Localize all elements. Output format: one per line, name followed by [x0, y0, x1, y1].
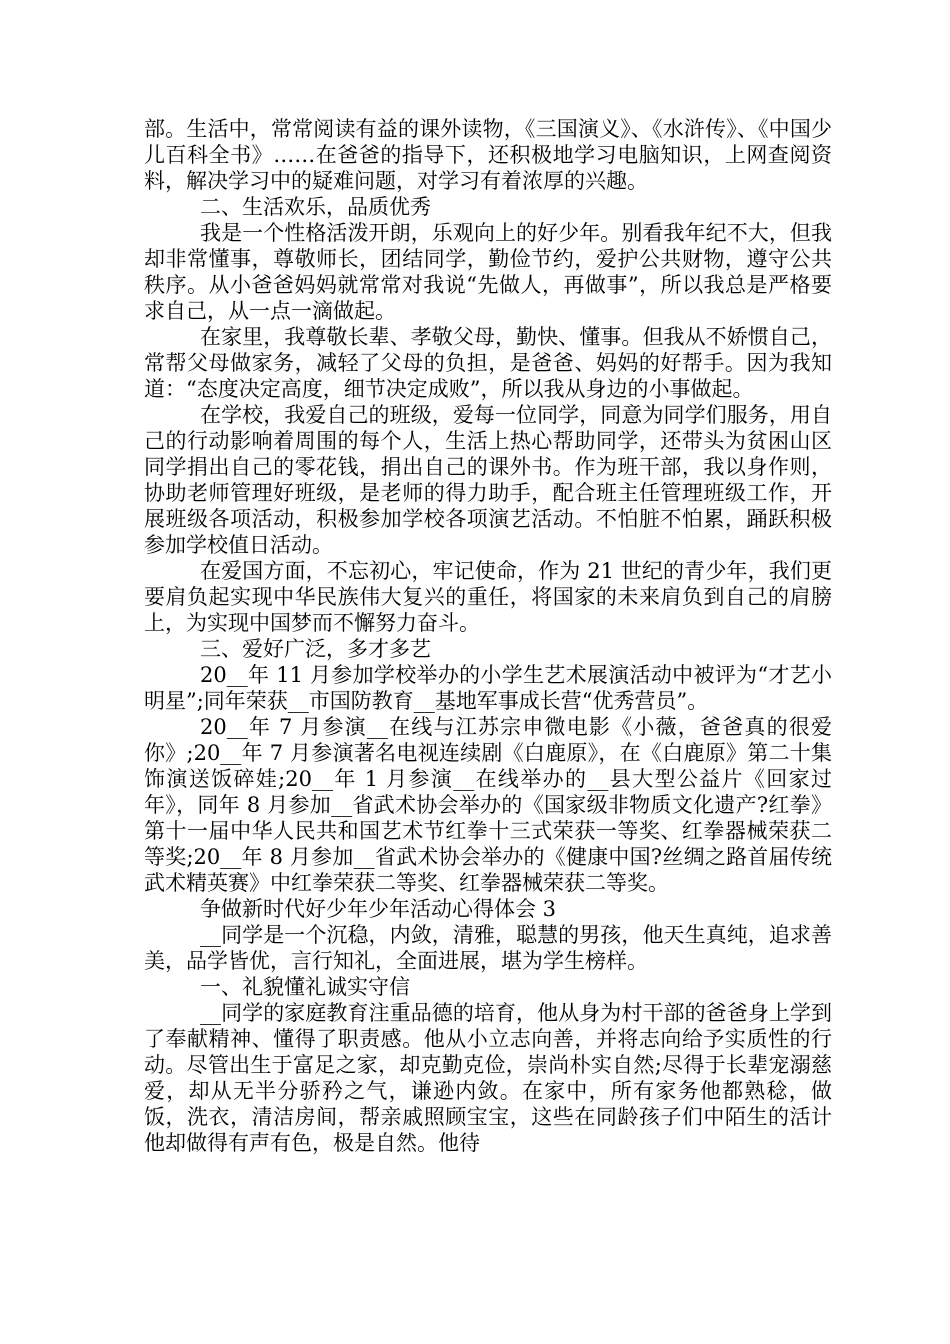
paragraph: 20__年 7 月参演__在线与江苏宗申微电影《小薇，爸爸真的很爱你》;20__年 7 月参演著名电视连续剧《白鹿原》，在《白鹿原》第二十集饰演送饭碎娃;20__年 1 月参演__在线举办的__县大型公益片《回家过年》，同年 8 月参加__省武术协会举办的《国家级非物质文化遗产?红拳》第十一届中华人民共和国艺术节红拳十三式荣获一等奖、红拳器械荣获二等奖;20__年 8 月参加__省武术协会举办的《健康中国?丝绸之路首届传统武术精英赛》中红拳荣获二等奖、红拳器械荣获二等奖。 [144, 715, 832, 895]
paragraph-continuation: 部。生活中，常常阅读有益的课外读物，《三国演义》、《水浒传》、《中国少儿百科全书》……在爸爸的指导下，还积极地学习电脑知识，上网查阅资料，解决学习中的疑难问题，对学习有着浓厚的兴趣。 [144, 117, 832, 193]
paragraph: 在学校，我爱自己的班级，爱每一位同学，同意为同学们服务，用自己的行动影响着周围的每个人，生活上热心帮助同学，还带头为贫困山区同学捐出自己的零花钱，捐出自己的课外书。作为班干部，我以身作则，协助老师管理好班级，是老师的得力助手，配合班主任管理班级工作，开展班级各项活动，积极参加学校各项演艺活动。不怕脏不怕累，踊跃积极参加学校值日活动。 [144, 403, 832, 557]
paragraph: 我是一个性格活泼开朗，乐观向上的好少年。别看我年纪不大，但我却非常懂事，尊敬师长，团结同学，勤俭节约，爱护公共财物，遵守公共秩序。从小爸爸妈妈就常常对我说“先做人，再做事”，所以我总是严格要求自己，从一点一滴做起。 [144, 221, 832, 323]
paragraph: 20__年 11 月参加学校举办的小学生艺术展演活动中被评为“才艺小明星”;同年荣获__市国防教育__基地军事成长营“优秀营员”。 [144, 663, 832, 713]
article-title: 争做新时代好少年少年活动心得体会 3 [200, 897, 557, 921]
paragraph: 在家里，我尊敬长辈、孝敬父母，勤快、懂事。但我从不娇惯自己，常帮父母做家务，减轻了父母的负担，是爸爸、妈妈的好帮手。因为我知道：“态度决定高度，细节决定成败”，所以我从身边的小事做起。 [144, 325, 832, 401]
paragraph: __同学是一个沉稳，内敛，清雅，聪慧的男孩，他天生真纯，追求善美，品学皆优，言行知礼，全面进展，堪为学生榜样。 [144, 923, 832, 973]
section-heading-manners: 一、礼貌懂礼诚实守信 [200, 975, 410, 999]
paragraph: __同学的家庭教育注重品德的培育，他从身为村干部的爸爸身上学到了奉献精神、懂得了职责感。他从小立志向善，并将志向给予实质性的行动。尽管出生于富足之家，却克勤克俭，崇尚朴实自然;尽得于长辈宠溺慈爱，却从无半分骄矜之气，谦逊内敛。在家中，所有家务他都熟稔，做饭，洗衣，清洁房间，帮亲戚照顾宝宝，这些在同龄孩子们中陌生的活计他却做得有声有色，极是自然。他待 [144, 1001, 832, 1155]
section-heading-hobbies: 三、爱好广泛，多才多艺 [200, 637, 431, 661]
paragraph: 在爱国方面，不忘初心，牢记使命，作为 21 世纪的青少年，我们更要肩负起实现中华民族伟大复兴的重任，将国家的未来肩负到自己的肩膀上，为实现中国梦而不懈努力奋斗。 [144, 559, 832, 635]
section-heading-life: 二、生活欢乐，品质优秀 [200, 195, 431, 219]
document-body [144, 116, 832, 1156]
